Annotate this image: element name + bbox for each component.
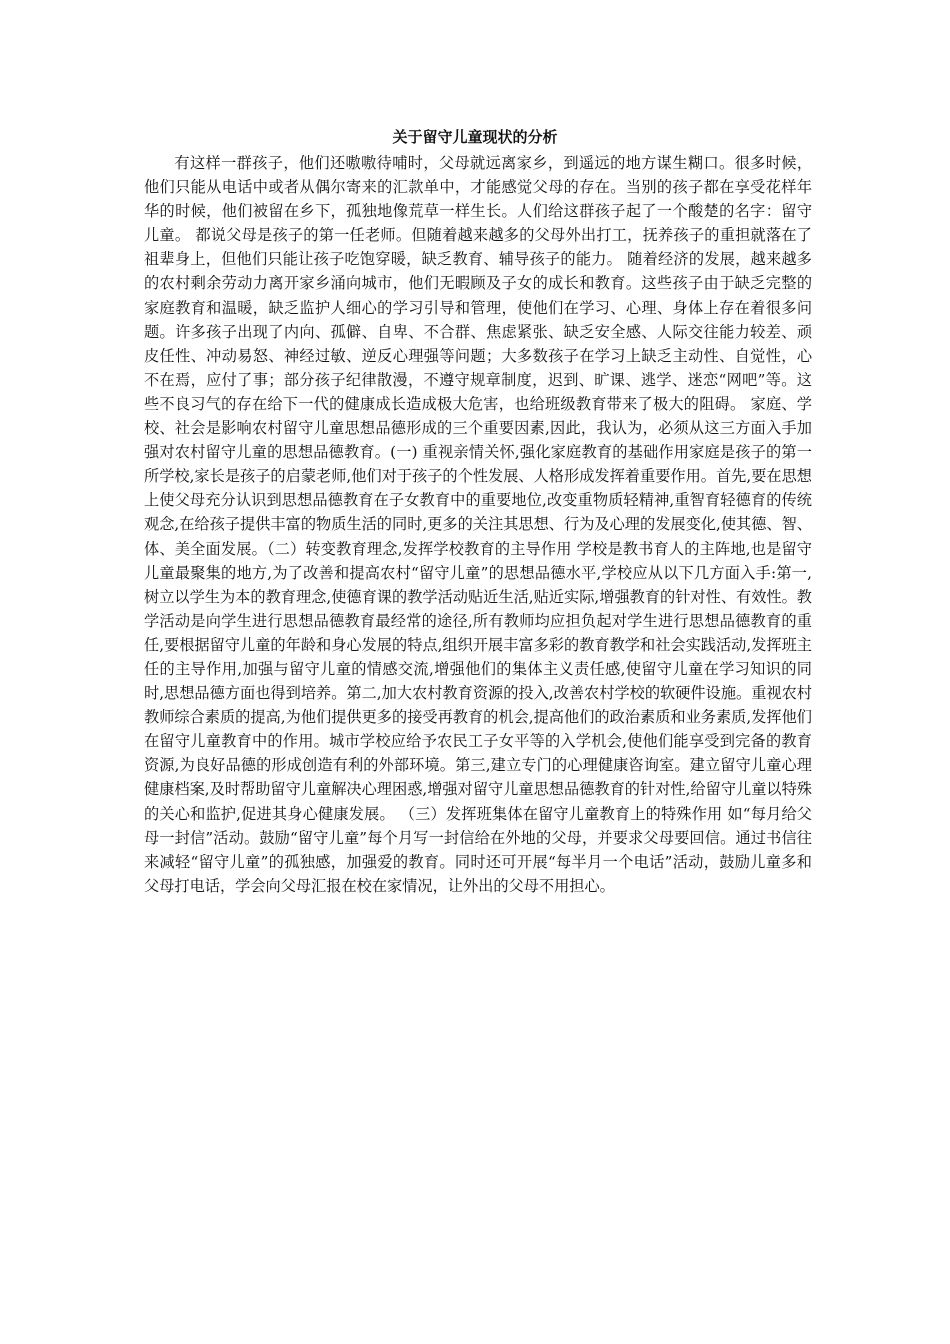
document-body-paragraph: 有这样一群孩子，他们还嗷嗷待哺时，父母就远离家乡，到遥远的地方谋生糊口。很多时候，他们只能从电话中或者从偶尔寄来的汇款单中，才能感觉父母的存在。当别的孩子都在享受花样年华的时候，他们被留在乡下，孤独地像荒草一样生长。人们给这群孩子起了一个酸楚的名字：留守儿童。 都说父母是孩子的第一任老师。但随着越来越多的父母外出打工，抚养孩子的重担就落在了祖辈身上，但他们只能让孩子吃饱穿暖，缺乏教育、辅导孩子的能力。 随着经济的发展，越来越多的农村剩余劳动力离开家乡涌向城市，他们无暇顾及子女的成长和教育。这些孩子由于缺乏完整的家庭教育和温暖，缺乏监护人细心的学习引导和管理，使他们在学习、心理、身体上存在着很多问题。许多孩子出现了内向、孤僻、自卑、不合群、焦虑紧张、缺乏安全感、人际交往能力较差、顽皮任性、冲动易怒、神经过敏、逆反心理强等问题；大多数孩子在学习上缺乏主动性、自觉性，心不在焉，应付了事；部分孩子纪律散漫，不遵守规章制度，迟到、旷课、逃学、迷恋“网吧”等。这些不良习气的存在给下一代的健康成长造成极大危害，也给班级教育带来了极大的阻碍。 家庭、学校、社会是影响农村留守儿童思想品德形成的三个重要因素,因此，我认为，必须从这三方面入手加强对农村留守儿童的思想品德教育。(一) 重视亲情关怀,强化家庭教育的基础作用家庭是孩子的第一所学校,家长是孩子的启蒙老师,他们对于孩子的个性发展、人格形成发挥着重要作用。首先,要在思想上使父母充分认识到思想品德教育在子女教育中的重要地位,改变重物质轻精神,重智育轻德育的传统观念,在给孩子提供丰富的物质生活的同时,更多的关注其思想、行为及心理的发展变化,使其德、智、体、美全面发展。（二）转变教育理念,发挥学校教育的主导作用 学校是教书育人的主阵地,也是留守儿童最聚集的地方,为了改善和提高农村“留守儿童”的思想品德水平,学校应从以下几方面入手:第一,树立以学生为本的教育理念,使德育课的教学活动贴近生活,贴近实际,增强教育的针对性、有效性。教学活动是向学生进行思想品德教育最经常的途径,所有教师均应担负起对学生进行思想品德教育的重任,要根据留守儿童的年龄和身心发展的特点,组织开展丰富多彩的教育教学和社会实践活动,发挥班主任的主导作用,加强与留守儿童的情感交流,增强他们的集体主义责任感,使留守儿童在学习知识的同时,思想品德方面也得到培养。第二,加大农村教育资源的投入,改善农村学校的软硬件设施。重视农村教师综合素质的提高,为他们提供更多的接受再教育的机会,提高他们的政治素质和业务素质,发挥他们在留守儿童教育中的作用。城市学校应给予农民工子女平等的入学机会,使他们能享受到完备的教育资源,为良好品德的形成创造有利的外部环境。第三,建立专门的心理健康咨询室。建立留守儿童心理健康档案,及时帮助留守儿童解决心理困惑,增强对留守儿童思想品德教育的针对性,给留守儿童以特殊的关心和监护,促进其身心健康发展。 （三）发挥班集体在留守儿童教育上的特殊作用 如“每月给父母一封信”活动。鼓励“留守儿童”每个月写一封信给在外地的父母，并要求父母要回信。通过书信往来减轻“留守儿童”的孤独感，加强爱的教育。同时还可开展“每半月一个电话”活动，鼓励儿童多和父母打电话，学会向父母汇报在校在家情况，让外出的父母不用担心。 bbox=[144, 154, 812, 895]
document-title: 关于留守儿童现状的分析 bbox=[392, 128, 558, 146]
